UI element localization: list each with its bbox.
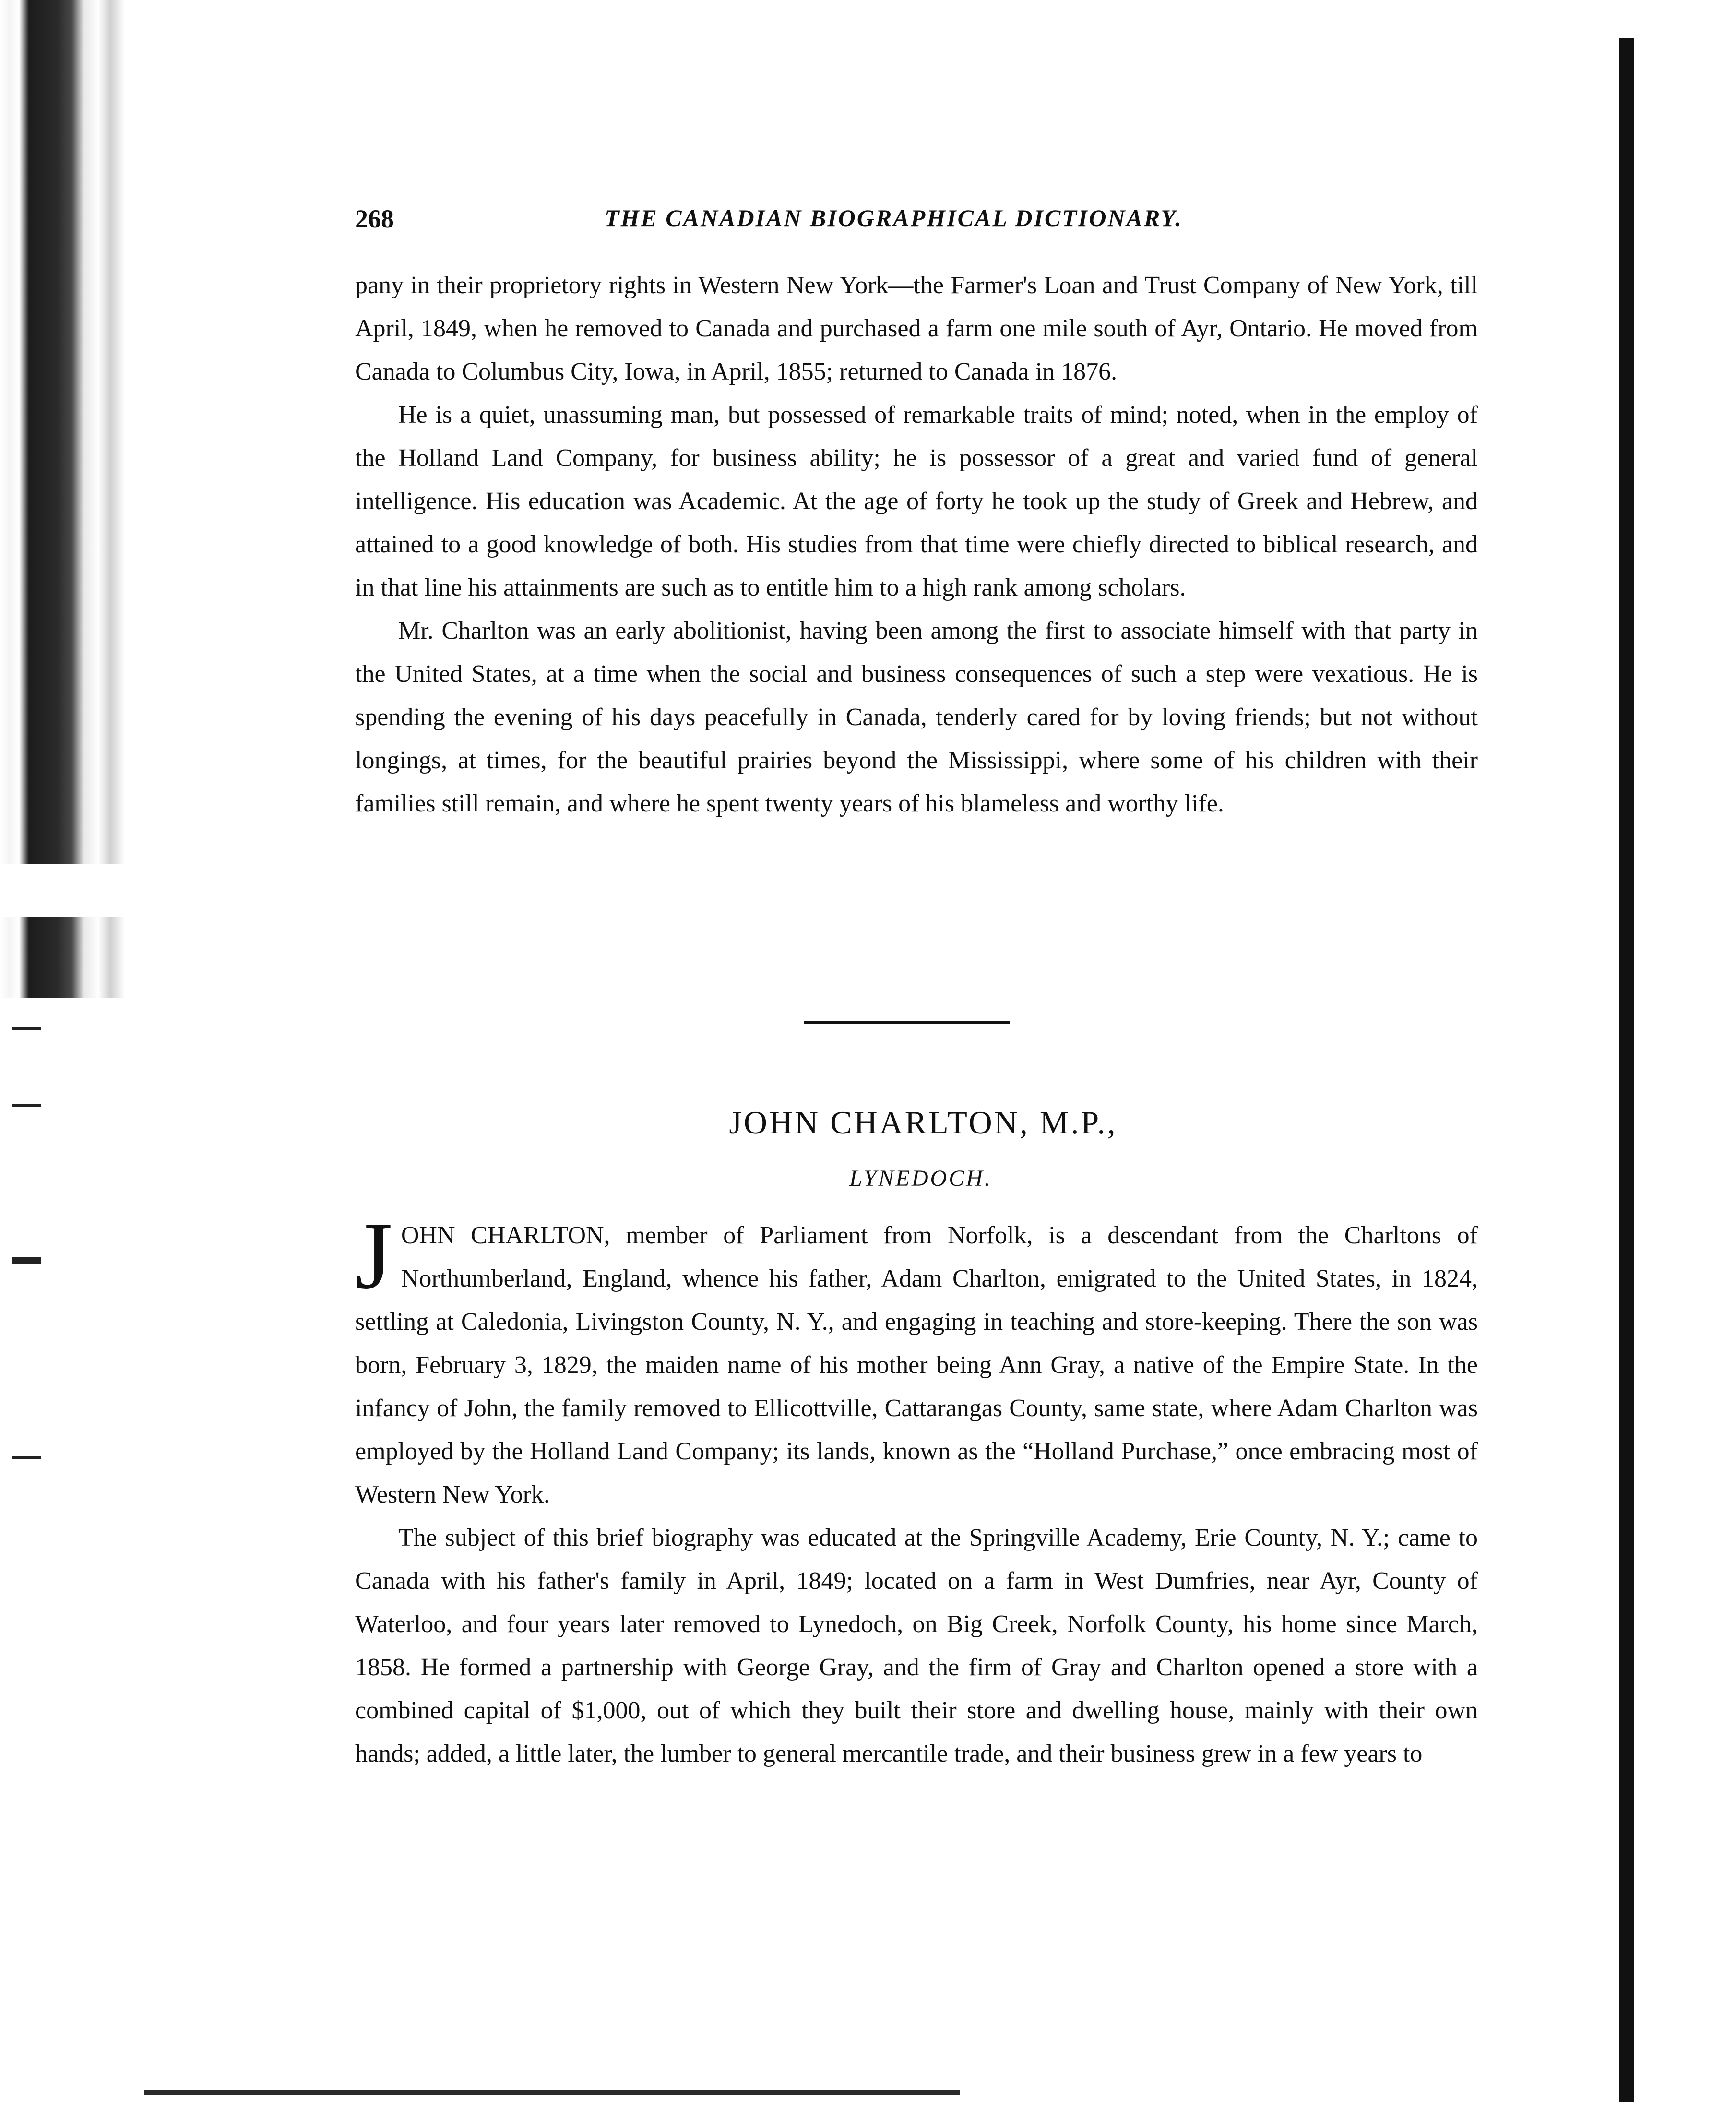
entry-name: JOHN CHARLTON, M.P., xyxy=(729,1104,1118,1141)
scan-binding-edge xyxy=(0,0,144,2111)
paragraph: Mr. Charlton was an early abolitionist, having been among the first to associate himself with that party in the United States, at a time when the social and business consequences of such a step were vexatious. He is spending the evening of his days peacefully in Canada, tenderly cared for by loving friends; but not without longings, at times, for the beautiful prairies beyond the Mississippi, where some of his children with their families still remain, and where he spent twenty years of his blameless and worthy life. xyxy=(355,617,1478,817)
paragraph: pany in their proprietory rights in Western New York—the Farmer's Loan and Trust Company of New York, till April, 1849, when he removed to Canada and purchased a farm one mile south of Ayr, Ontario. He moved from Canada to Columbus City, Iowa, in April, 1855; returned to Canada in 1876. xyxy=(355,272,1478,385)
scan-page-edge xyxy=(1619,38,1634,2102)
running-title: THE CANADIAN BIOGRAPHICAL DICTIONARY. xyxy=(605,204,1183,231)
paragraph-text: OHN CHARLTON, member of Parliament from Norfolk, is a descendant from the Charltons of Northumberland, England, whence his father, Adam Charlton, emigrated to the United States, in 1824, settling at Caledonia, Livingston County, N. Y., and engaging in teaching and store-keeping. There the son was born, February 3, 1829, the maiden name of his mother being Ann Gray, a native of the Empire State. In the infancy of John, the family removed to Ellicottville, Cattarangas County, same state, where Adam Charlton was employed by the Holland Land Company; its lands, known as the “Holland Purchase,” once embracing most of Western New York. xyxy=(355,1222,1478,1508)
entry-body xyxy=(355,1203,1478,1776)
paragraph: The subject of this brief biography was educated at the Springville Academy, Erie County, N. Y.; came to Canada with his father's family in April, 1849; located on a farm in West Dumfries, near Ayr, County of Waterloo, and four years later removed to Lynedoch, on Big Creek, Norfolk County, his home since March, 1858. He formed a partnership with George Gray, and the firm of Gray and Charlton opened a store with a combined capital of $1,000, out of which they built their store and dwelling house, mainly with their own hands; added, a little later, the lumber to general mercantile trade, and their business grew in a few years to xyxy=(355,1524,1478,1767)
entry-place: LYNEDOCH. xyxy=(849,1166,992,1191)
paragraph: He is a quiet, unassuming man, but possessed of remarkable traits of mind; noted, when in the employ of the Holland Land Company, for business ability; he is possessor of a great and varied fund of general intelligence. His education was Academic. At the age of forty he took up the study of Greek and Hebrew, and attained to a good knowledge of both. His studies from that time were chiefly directed to biblical research, and in that line his attainments are such as to entitle him to a high rank among scholars. xyxy=(355,401,1478,601)
running-head xyxy=(355,204,1478,238)
entry-subheading xyxy=(0,1165,1736,1192)
previous-entry xyxy=(355,264,1478,825)
scan-mark xyxy=(12,1027,41,1030)
section-divider xyxy=(804,1021,1010,1024)
scan-mark xyxy=(12,1257,41,1264)
scan-mark xyxy=(12,1456,41,1459)
paragraph xyxy=(355,1203,1478,1516)
page-number: 268 xyxy=(355,204,394,233)
drop-cap: J xyxy=(355,1203,392,1309)
scan-bottom-edge xyxy=(144,2090,960,2095)
entry-heading xyxy=(0,1104,1736,1142)
